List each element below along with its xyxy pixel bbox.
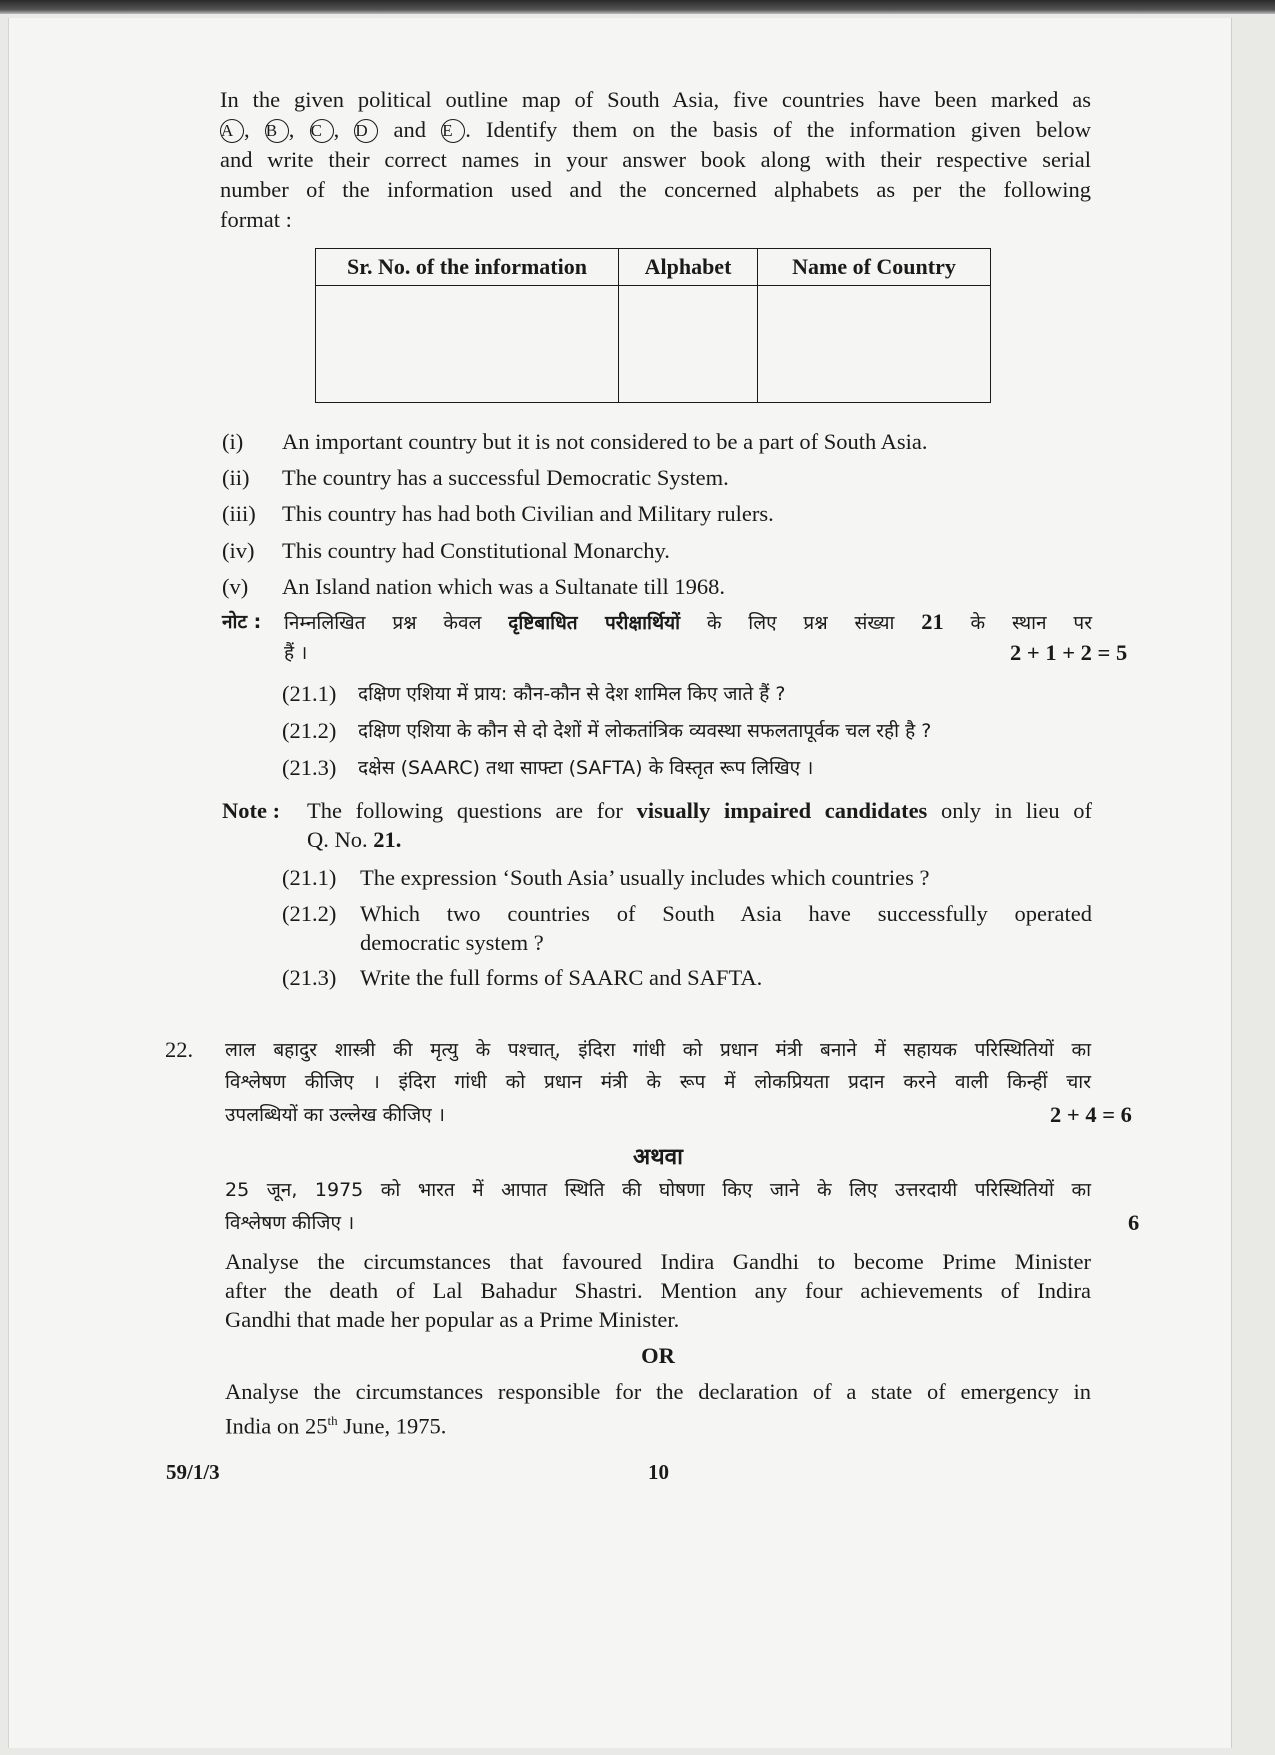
header-alphabet: Alphabet [619,249,758,286]
blank-cell [758,286,991,403]
question-number-22: 22. [165,1037,194,1062]
marker-e: E [441,119,465,143]
hindi-note-qnum: 21 [921,609,944,634]
info-text: An important country but it is not considered to be a part of South Asia. [282,429,928,454]
info-num: (v) [222,574,249,599]
intro-line-4: number of the information used and the concerned alphabets as per the following [220,177,1091,202]
q22-english-alt-line-2 [225,1407,446,1441]
intro-line-5: format : [220,207,292,232]
marker-c: C [310,119,334,143]
hindi-note-line-2: हैं । [284,642,308,664]
english-q-num: (21.3) [282,965,337,990]
hindi-note-marks: 2 + 1 + 2 = 5 [1010,640,1128,665]
english-q-text: Which two countries of South Asia have successfully operated [360,901,1092,926]
q22-hindi-line-2: विश्लेषण कीजिए । इंदिरा गांधी को प्रधान मंत्री के रूप में लोकप्रियता प्रदान करने वाली किन्हीं चार [225,1071,1091,1093]
hindi-q-num: (21.1) [282,681,337,706]
intro-line-2 [220,116,1091,144]
hindi-q-num: (21.3) [282,755,337,780]
hindi-note-text: निम्नलिखित प्रश्न केवल [284,612,482,634]
english-note-text: The following questions are for [307,798,623,823]
hindi-q-text: दक्षिण एशिया में प्राय: कौन-कौन से देश शामिल किए जाते हैं ? [358,683,786,705]
english-note-text: only in lieu of [941,798,1093,823]
english-q-text: The expression ‘South Asia’ usually includes which countries ? [360,865,930,890]
table-blank-row [316,286,991,403]
date-text: India on 25 [225,1413,328,1439]
marker-d: D [354,119,378,143]
blank-cell [619,286,758,403]
and-word: and [378,117,442,142]
hindi-note-text: के स्थान पर [970,612,1092,634]
english-note-text: Q. No. [307,827,368,852]
english-q-text-cont: democratic system ? [360,930,544,955]
hindi-q-text: दक्षेस (SAARC) तथा साफ्टा (SAFTA) के विस्तृत रूप लिखिए । [358,757,814,779]
hindi-note-bold: दृष्टिबाधित परीक्षार्थियों [508,612,681,634]
english-q-text: Write the full forms of SAARC and SAFTA. [360,965,763,990]
q22-english-alt-line-1: Analyse the circumstances responsible for the declaration of a state of emergency in [225,1379,1091,1404]
sep: , [288,117,310,142]
intro-line-3: and write their correct names in your answer book along with their respective serial [220,147,1091,172]
q22-marks: 2 + 4 = 6 [1050,1102,1132,1127]
paper-code: 59/1/3 [166,1460,220,1484]
sep: , [333,117,355,142]
info-text: This country has had both Civilian and Military rulers. [282,501,774,526]
answer-format-table [315,248,991,403]
header-country: Name of Country [758,249,991,286]
blank-cell [316,286,619,403]
q22-hindi-line-1: लाल बहादुर शास्त्री की मृत्यु के पश्चात्, इंदिरा गांधी को प्रधान मंत्री बनाने में सहायक परिस्थितियों का [225,1039,1091,1061]
marker-a: A [220,119,244,143]
sep: , [244,117,265,142]
intro-line-2-text: . Identify them on the basis of the information given below [465,117,1092,142]
table-header-row [316,249,991,286]
english-note-qnum: 21. [373,827,402,852]
info-num: (iv) [222,538,255,563]
hindi-q-num: (21.2) [282,718,337,743]
info-text: The country has a successful Democratic System. [282,465,729,490]
intro-line-1: In the given political outline map of South Asia, five countries have been marked as [220,87,1091,112]
info-text: This country had Constitutional Monarchy. [282,538,670,563]
q22-english-or: OR [641,1343,675,1368]
info-num: (ii) [222,465,250,490]
q22-hindi-alt-line-2: विश्लेषण कीजिए । [225,1212,355,1234]
hindi-note-label: नोट : [222,611,262,633]
english-note-bold: visually impaired candidates [636,798,928,823]
info-num: (iii) [222,501,256,526]
hindi-note-text: के लिए प्रश्न संख्या [706,612,895,634]
marker-b: B [265,119,289,143]
header-sr-no: Sr. No. of the information [316,249,619,286]
date-text: June, 1975. [337,1413,447,1439]
q22-hindi-alt-line-1: 25 जून, 1975 को भारत में आपात स्थिति की घोषणा किए जाने के लिए उत्तरदायी परिस्थितियों का [225,1179,1091,1201]
english-note-line-1 [307,797,1092,825]
english-note-label: Note : [222,798,281,823]
date-superscript: th [327,1413,338,1428]
english-note-line-2 [307,826,401,854]
info-text: An Island nation which was a Sultanate till 1968. [282,574,726,599]
hindi-q-text: दक्षिण एशिया के कौन से दो देशों में लोकतांत्रिक व्यवस्था सफलतापूर्वक चल रही है ? [358,720,932,742]
english-q-num: (21.2) [282,901,337,926]
english-q-num: (21.1) [282,865,337,890]
q22-english-line-1: Analyse the circumstances that favoured Indira Gandhi to become Prime Minister [225,1249,1091,1274]
q22-english-line-2: after the death of Lal Bahadur Shastri. Mention any four achievements of Indira [225,1278,1091,1303]
scan-top-edge [0,0,1275,14]
q22-english-line-3: Gandhi that made her popular as a Prime Minister. [225,1307,680,1332]
q22-hindi-line-3: उपलब्धियों का उल्लेख कीजिए । [225,1104,445,1126]
q22-hindi-or: अथवा [633,1144,683,1170]
page-number: 10 [648,1460,669,1484]
q22-alt-marks: 6 [1128,1210,1140,1235]
hindi-note-line-1 [284,608,1092,637]
info-num: (i) [222,429,244,454]
